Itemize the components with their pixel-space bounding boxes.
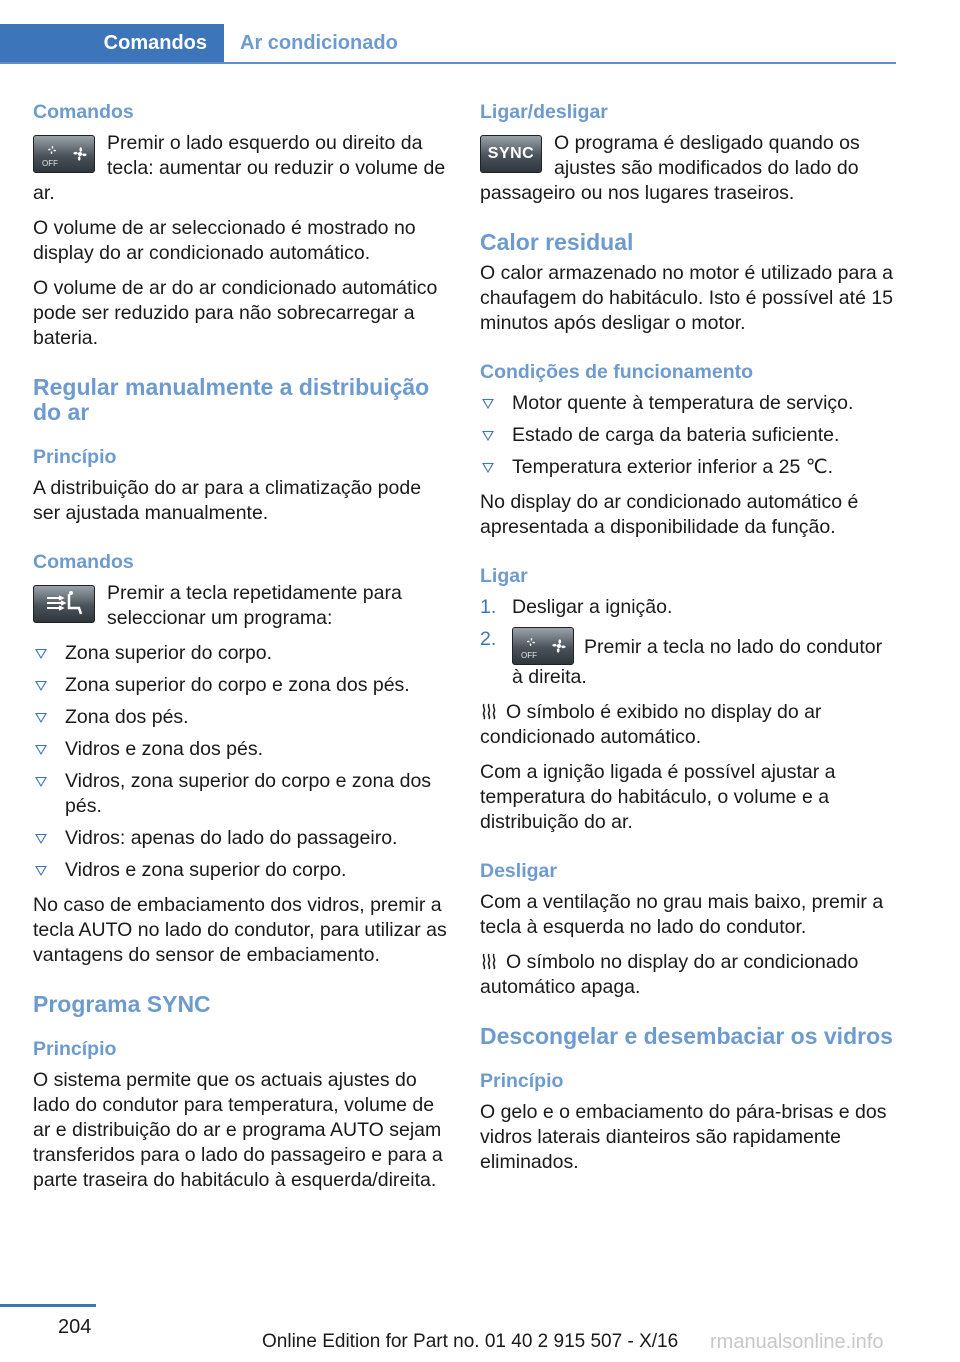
page-number: 204 <box>58 1316 92 1338</box>
text-volume2: O volume de ar do ar condicionado automático pode ser reduzido para não sobrecarregar a bateria. <box>33 277 438 349</box>
bullet-triangle-icon <box>482 463 494 473</box>
fan-small-icon <box>46 144 58 156</box>
residual-heat-icon <box>480 702 498 720</box>
text-principio3: O gelo e o embaciamento do pára-brisas e dos vidros laterais dianteiros são rapidamente eliminados. <box>480 1101 887 1173</box>
fan-icon <box>549 636 569 656</box>
heading-regular-distribuicao: Regular manualmente a distribuição do ar <box>33 374 430 425</box>
page-header <box>0 24 896 64</box>
heading-principio-2: Princípio <box>33 1038 117 1060</box>
heading-desligar: Desligar <box>480 860 557 882</box>
text-ignicao: Com a ignição ligada é possível ajustar a temperatura do habitáculo, o volume e a distribuição do ar. <box>480 761 836 833</box>
list-item: Zona superior do corpo. <box>33 641 449 666</box>
sync-label: SYNC <box>487 145 535 162</box>
text-simbolo2: O símbolo no display do ar condicionado automático apaga. <box>480 951 859 998</box>
distribution-button-block <box>33 581 449 641</box>
text-comandos1: Premir o lado esquerdo ou direito da tecla: aumentar ou reduzir o volume de ar. <box>33 132 446 204</box>
list-item: Zona dos pés. <box>33 705 449 730</box>
left-column <box>33 100 449 1203</box>
bullet-triangle-icon <box>35 745 47 755</box>
steps-list <box>480 595 896 690</box>
text-embaciamento: No caso de embaciamento dos vidros, premir a tecla AUTO no lado do condutor, para utilizar as vantagens do sensor de embaciamento. <box>33 894 447 966</box>
bullet-triangle-icon <box>35 866 47 876</box>
heading-calor-residual: Calor residual <box>480 229 634 255</box>
list-item: Vidros: apenas do lado do passageiro. <box>33 826 449 851</box>
list-item: Vidros e zona superior do corpo. <box>33 858 449 883</box>
tab-comandos[interactable]: Comandos <box>0 24 224 62</box>
program-list <box>33 641 449 883</box>
list-item: 2. OFF Premir a tecla no lado do condutor à direita. <box>480 628 883 688</box>
fan-off-button-icon: OFF <box>512 627 574 665</box>
bullet-triangle-icon <box>35 834 47 844</box>
heading-ligar: Ligar <box>480 565 528 587</box>
conditions-list <box>480 391 896 480</box>
step-number: 2. <box>480 628 497 650</box>
list-item: 1. Desligar a ignição. <box>480 596 673 618</box>
bullet-triangle-icon <box>35 713 47 723</box>
fan-icon <box>70 144 90 164</box>
list-item: Estado de carga da bateria suficiente. <box>480 423 896 448</box>
sync-button-icon <box>480 135 542 173</box>
bullet-triangle-icon <box>35 649 47 659</box>
heading-descongelar: Descongelar e desembaciar os vidros <box>480 1023 893 1049</box>
fan-off-button-icon: OFF <box>33 135 95 173</box>
text-simbolo1: O símbolo é exibido no display do ar condicionado automático. <box>480 701 822 748</box>
residual-heat-icon <box>480 952 498 970</box>
watermark: rmanualsonline.info <box>710 1331 884 1353</box>
footer-divider <box>0 1304 96 1307</box>
list-item: Vidros e zona dos pés. <box>33 737 449 762</box>
bullet-triangle-icon <box>35 777 47 787</box>
list-item: Temperatura exterior inferior a 25 ℃. <box>480 455 896 480</box>
heading-ligar-desligar: Ligar/desligar <box>480 101 608 123</box>
text-ligar-desligar: O programa é desligado quando os ajustes são modificados do lado do passageiro ou nos lugares traseiros. <box>480 132 860 204</box>
heading-programa-sync: Programa SYNC <box>33 991 211 1017</box>
heading-comandos-2: Comandos <box>33 551 134 573</box>
list-item: Vidros, zona superior do corpo e zona dos pés. <box>33 769 449 819</box>
bullet-triangle-icon <box>482 431 494 441</box>
heading-comandos: Comandos <box>33 101 134 123</box>
heading-principio: Princípio <box>33 446 117 468</box>
air-distribution-button-icon <box>33 585 95 623</box>
heading-condicoes: Condições de funcionamento <box>480 361 754 383</box>
text-comandos2: Premir a tecla repetidamente para seleccionar um programa: <box>107 582 402 629</box>
right-column <box>480 100 896 1185</box>
bullet-triangle-icon <box>482 399 494 409</box>
heading-principio-3: Princípio <box>480 1070 564 1092</box>
text-principio2: O sistema permite que os actuais ajustes do lado do condutor para temperatura, volume de ar e distribuição do ar e programa AUTO sejam transferidos para o lado do passageiro e para a parte traseira do habitáculo à esquerda/direita. <box>33 1069 443 1191</box>
seat-airflow-icon <box>45 590 85 618</box>
text-volume1: O volume de ar seleccionado é mostrado no display do ar condicionado automático. <box>33 217 416 264</box>
text-calor: O calor armazenado no motor é utilizado para a chaufagem do habitáculo. Isto é possível até 15 minutos após desligar o motor. <box>480 262 894 334</box>
step-number: 1. <box>480 596 497 618</box>
list-item: Motor quente à temperatura de serviço. <box>480 391 896 416</box>
fan-small-icon <box>525 636 537 648</box>
list-item: Zona superior do corpo e zona dos pés. <box>33 673 449 698</box>
bullet-triangle-icon <box>35 681 47 691</box>
text-desligar: Com a ventilação no grau mais baixo, premir a tecla à esquerda no lado do condutor. <box>480 891 884 938</box>
sync-button-block <box>480 131 896 216</box>
text-disponibilidade: No display do ar condicionado automático é apresentada a disponibilidade da função. <box>480 491 859 538</box>
fan-button-block <box>33 131 449 216</box>
edition-text: Online Edition for Part no. 01 40 2 915 507 - X/16 <box>262 1331 679 1352</box>
text-principio1: A distribuição do ar para a climatização pode ser ajustada manualmente. <box>33 477 422 524</box>
tab-ar-condicionado[interactable]: Ar condicionado <box>240 32 398 54</box>
